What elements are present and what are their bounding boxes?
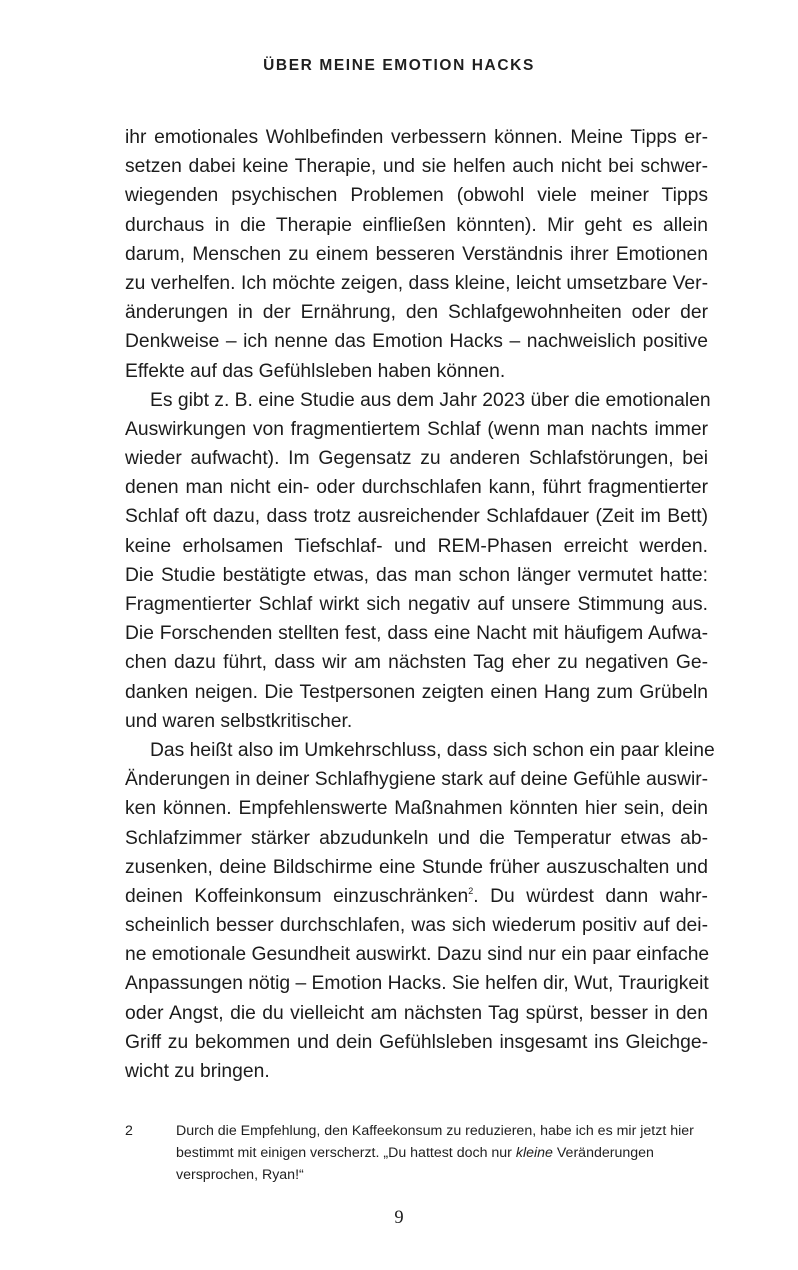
text-line: wieder aufwacht). Im Gegensatz zu anderen Schlafstörungen, bei (125, 448, 708, 470)
text-segment: . Du würdest dann wahr- (473, 885, 708, 907)
paragraph (125, 736, 715, 1086)
paragraph (125, 123, 708, 386)
text-line: und waren selbstkritischer. (125, 710, 353, 732)
text-line: Fragmentierter Schlaf wirkt sich negativ auf unsere Stimmung aus. (125, 594, 708, 615)
text-line: Die Studie bestätigte etwas, das man schon länger vermutet hatte: (125, 564, 708, 586)
text-line: Änderungen in deiner Schlafhygiene stark auf deine Gefühle auswir- (125, 769, 709, 791)
text-line: darum, Menschen zu einem besseren Verständnis ihrer Emotionen (125, 243, 708, 265)
text-line: wiegenden psychischen Problemen (obwohl viele meiner Tipps (125, 185, 708, 207)
text-line: chen dazu führt, dass wir am nächsten Tag eher zu negativen Ge- (125, 652, 708, 674)
footnote-emphasis: kleine (515, 1145, 553, 1161)
text-line: durchaus in die Therapie einfließen könnten). Mir geht es allein (125, 214, 708, 236)
text-line-with-footnote-ref (125, 882, 708, 911)
main-text (125, 123, 715, 1086)
text-line: Die Forschenden stellten fest, dass eine Nacht mit häufigem Aufwa- (125, 623, 708, 645)
text-line: Denkweise – ich nenne das Emotion Hacks – nachweislich positive (125, 331, 708, 353)
text-line: ken können. Empfehlenswerte Maßnahmen könnten hier sein, dein (125, 798, 708, 820)
text-line: setzen dabei keine Therapie, und sie helfen auch nicht bei schwer- (125, 156, 708, 178)
text-line: Anpassungen nötig – Emotion Hacks. Sie helfen dir, Wut, Traurigkeit (125, 973, 709, 995)
running-header: ÜBER MEINE EMOTION HACKS (263, 57, 535, 74)
footnote-text-segment: Veränderungen versprochen, Ryan!“ (176, 1145, 654, 1183)
text-line: zu verhelfen. Ich möchte zeigen, dass kleine, leicht umsetzbare Ver- (125, 272, 708, 294)
text-line: Effekte auf das Gefühlsleben haben können. (125, 360, 506, 382)
text-line: Schlaf oft dazu, dass trotz ausreichender Schlafdauer (Zeit im Bett) (125, 506, 708, 528)
paragraph (125, 386, 711, 736)
footnote-text (176, 1120, 708, 1186)
footnote-text-segment: Durch die Empfehlung, den Kaffeekonsum zu reduzieren, habe ich es mir jetzt hier bestimmt mit einigen verscherzt. „Du hattest doch nur (176, 1123, 694, 1161)
text-line: Das heißt also im Umkehrschluss, dass sich schon ein paar kleine (150, 739, 715, 761)
footnote-reference[interactable]: 2 (468, 885, 474, 896)
text-line: Schlafzimmer stärker abzudunkeln und die Temperatur etwas ab- (125, 827, 708, 849)
text-segment: deinen Koffeinkonsum einzuschränken (125, 885, 469, 907)
text-line: danken neigen. Die Testpersonen zeigten einen Hang zum Grübeln (125, 681, 708, 703)
text-line: ne emotionale Gesundheit auswirkt. Dazu sind nur ein paar einfache (125, 944, 710, 966)
text-line: scheinlich besser durchschlafen, was sich wiederum positiv auf dei- (125, 915, 708, 937)
text-line: zusenken, deine Bildschirme eine Stunde früher auszuschalten und (125, 856, 708, 878)
text-line: keine erholsamen Tiefschlaf- und REM-Phasen erreicht werden. (125, 535, 708, 557)
text-line: wicht zu bringen. (125, 1061, 270, 1082)
text-line: änderungen in der Ernährung, den Schlafgewohnheiten oder der (125, 302, 708, 324)
page-number: 9 (394, 1208, 404, 1228)
text-line: Es gibt z. B. eine Studie aus dem Jahr 2023 über die emotionalen (150, 389, 711, 411)
footnote-number: 2 (125, 1123, 133, 1139)
text-line: denen man nicht ein- oder durchschlafen kann, führt fragmentierter (125, 477, 708, 499)
footnote (125, 1120, 708, 1186)
text-line: Griff zu bekommen und dein Gefühlsleben insgesamt ins Gleichge- (125, 1031, 708, 1053)
text-line: oder Angst, die du vielleicht am nächsten Tag spürst, besser in den (125, 1002, 708, 1024)
text-line: Auswirkungen von fragmentiertem Schlaf (wenn man nachts immer (125, 418, 708, 440)
text-line: ihr emotionales Wohlbefinden verbessern können. Meine Tipps er- (125, 127, 708, 148)
